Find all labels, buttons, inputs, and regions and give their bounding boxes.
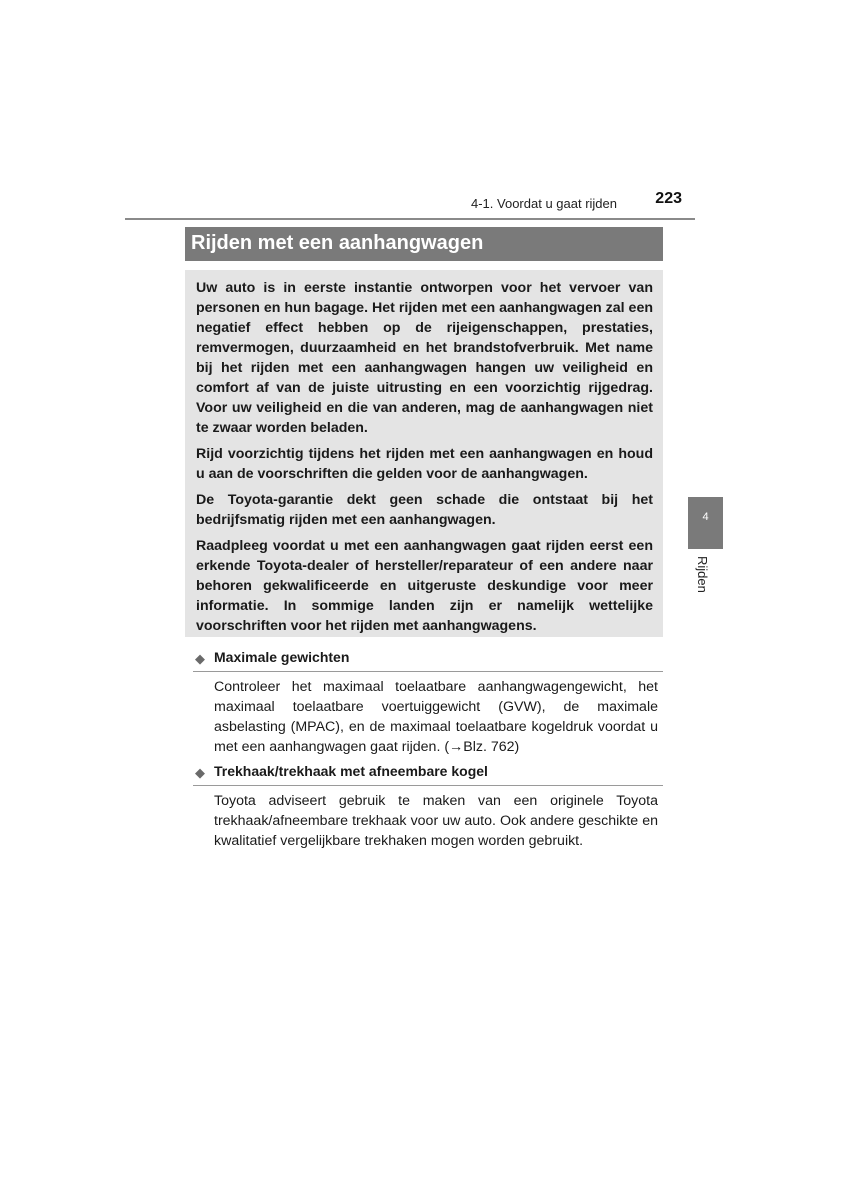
page-title: Rijden met een aanhangwagen [191, 232, 484, 254]
page-number: 223 [655, 190, 682, 207]
section-body-maximale-gewichten: Controleer het maximaal toelaatbare aanhangwagengewicht, het maximaal toelaatbare voertuiggewicht (GVW), de maximale asbelasting (MPAC), en de maximaal toelaatbare kogeldruk voordat u met een aanhangwagen gaat rijden. (→Blz. 762) [214, 679, 658, 755]
intro-paragraph: Raadpleeg voordat u met een aanhangwagen gaat rijden eerst een erkende Toyota-dealer of hersteller/reparateur of een andere naar behoren gekwalificeerde en uitgeruste deskundige voor meer informatie. In sommige landen zijn er namelijk wettelijke voorschriften voor het rijden met aanhangwagens. [196, 538, 653, 634]
intro-paragraph: Uw auto is in eerste instantie ontworpen voor het vervoer van personen en hun bagage. Het rijden met een aanhangwagen zal een negatief effect hebben op de rijeigenschappen, prestaties, remvermogen, duurzaamheid en het brandstofverbruik. Met name bij het rijden met een aanhangwagen hangen uw veiligheid en comfort af van de juiste uitrusting en een voorzichtig rijgedrag. Voor uw veiligheid en die van anderen, mag de aanhangwagen niet te zwaar worden beladen. [196, 280, 653, 436]
intro-paragraph: De Toyota-garantie dekt geen schade die ontstaat bij het bedrijfsmatig rijden met een aanhangwagen. [196, 492, 653, 528]
title-bar [185, 227, 663, 261]
section-body-trekhaak: Toyota adviseert gebruik te maken van een originele Toyota trekhaak/afneembare trekhaak voor uw auto. Ook andere geschikte en kwalitatief vergelijkbare trekhaken mogen worden gebruikt. [214, 793, 658, 849]
diamond-bullet-icon: ◆ [195, 765, 205, 780]
diamond-bullet-icon: ◆ [195, 651, 205, 666]
section-heading-text: Maximale gewichten [214, 649, 350, 665]
section-heading-text: Trekhaak/trekhaak met afneembare kogel [214, 763, 488, 779]
section-heading-maximale-gewichten [193, 649, 663, 672]
intro-paragraph: Rijd voorzichtig tijdens het rijden met een aanhangwagen en houd u aan de voorschriften die gelden voor de aanhangwagen. [196, 446, 653, 482]
chapter-number: 4 [702, 511, 709, 523]
chapter-tab [688, 497, 723, 549]
running-header [125, 190, 695, 220]
section-heading-trekhaak [193, 763, 663, 786]
intro-box [185, 270, 663, 637]
section-reference: 4-1. Voordat u gaat rijden [471, 196, 617, 211]
chapter-label: Rijden [695, 556, 710, 593]
